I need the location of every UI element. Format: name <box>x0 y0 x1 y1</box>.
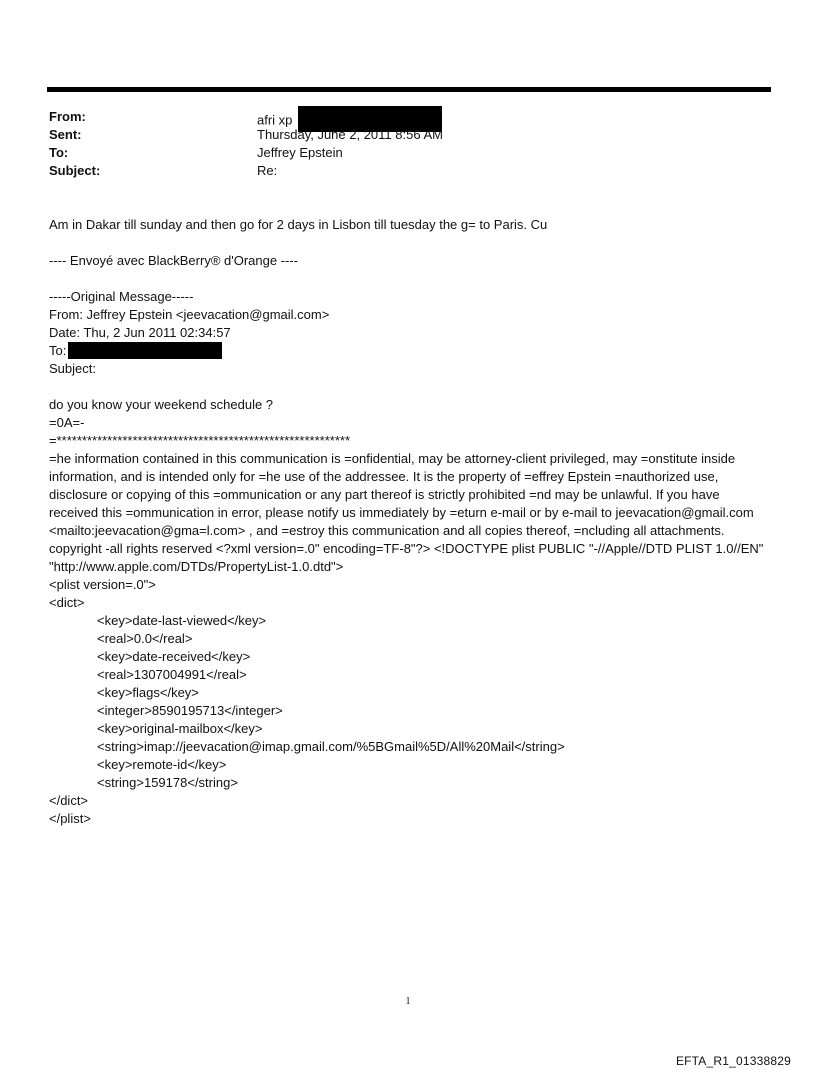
plist-line: <key>original-mailbox</key> <box>97 721 263 737</box>
header-rule <box>47 87 771 92</box>
plist-line: <integer>8590195713</integer> <box>97 703 283 719</box>
dict-open: <dict> <box>49 595 85 611</box>
question-text: do you know your weekend schedule ? <box>49 397 274 413</box>
page-number: 1 <box>405 996 411 1007</box>
plist-line: <key>date-received</key> <box>97 649 251 665</box>
subject-label: Subject: <box>49 163 101 178</box>
plist-line: <key>date-last-viewed</key> <box>97 613 267 629</box>
to-value: Jeffrey Epstein <box>257 145 343 160</box>
signature-text: ---- Envoyé avec BlackBerry® d'Orange ---- <box>49 253 299 268</box>
email-header <box>49 108 769 180</box>
original-to-label: To: <box>49 343 67 358</box>
document-id: EFTA_R1_01338829 <box>675 1054 791 1068</box>
asterisk-line: =********************************************************** <box>49 433 351 449</box>
plist-line: <string>imap://jeevacation@imap.gmail.com/%5BGmail%5D/All%20Mail</string> <box>97 739 565 755</box>
original-from: From: Jeffrey Epstein <jeevacation@gmail.com> <box>49 307 330 322</box>
dict-close: </dict> <box>49 793 89 809</box>
plist-line: <real>1307004991</real> <box>97 667 247 683</box>
from-name: afri xp <box>257 112 293 128</box>
plist-open: <plist version=.0"> <box>49 577 156 593</box>
sent-row <box>49 126 769 144</box>
to-label: To: <box>49 145 69 160</box>
plist-line: <real>0.0</real> <box>97 631 193 647</box>
sent-label: Sent: <box>49 127 82 142</box>
sent-value: Thursday, June 2, 2011 8:56 AM <box>257 127 443 142</box>
from-label: From: <box>49 109 86 124</box>
plist-close: </plist> <box>49 811 91 827</box>
encoded-line: =0A=- <box>49 415 85 431</box>
disclaimer-text: =he information contained in this communication is =onfidential, may be attorney-client privileged, may =onstitute inside information, and is intended only for =he use of the addressee. It is the property of =effrey Epstein =nauthorized use, disclosure or copying of this =ommunication or any part thereof is strictly prohibited =nd may be unlawful. If you have received this =ommunication in error, please notify us immediately by =eturn e-mail or by e-mail to jeevacation@gmail.com <mailto:jeevacation@gma=l.com> , and =estroy this communication and all copies thereof, =ncluding all attachments. copyright -all rights reserved <?xml version=.0" encoding=TF-8"?> <!DOCTYPE plist PUBLIC "-//Apple//DTD PLIST 1.0//EN" "http://www.apple.com/DTDs/PropertyList-1.0.dtd"> <box>49 451 764 575</box>
subject-value: Re: <box>257 163 278 178</box>
from-row <box>49 108 769 126</box>
plist-line: <string>159178</string> <box>97 775 238 791</box>
plist-line: <key>remote-id</key> <box>97 757 227 773</box>
subject-row <box>49 162 769 180</box>
redaction-box <box>68 342 222 359</box>
original-date: Date: Thu, 2 Jun 2011 02:34:57 <box>49 325 231 340</box>
reply-text: Am in Dakar till sunday and then go for 2 days in Lisbon till tuesday the g= to Paris. Cu <box>49 217 548 232</box>
plist-line: <key>flags</key> <box>97 685 199 701</box>
to-row <box>49 144 769 162</box>
original-message-marker: -----Original Message----- <box>49 289 194 304</box>
original-to <box>49 342 771 360</box>
original-subject: Subject: <box>49 361 96 377</box>
email-body <box>49 216 771 828</box>
